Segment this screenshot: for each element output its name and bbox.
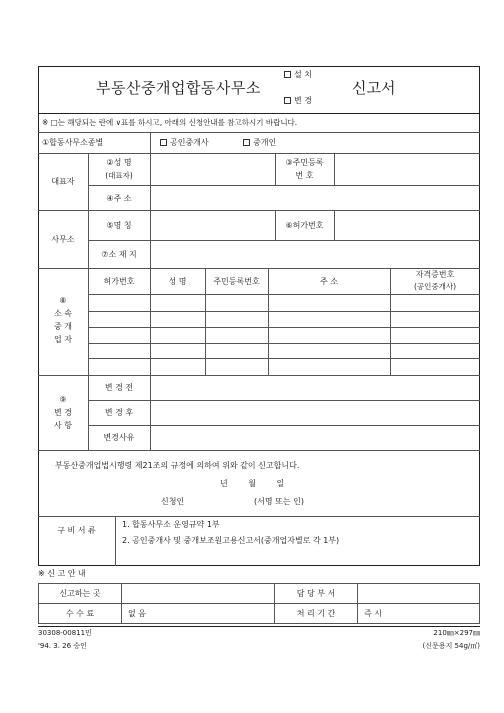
checkbox-licensed-agent[interactable] — [160, 139, 167, 146]
option-change[interactable]: 변 경 — [284, 97, 312, 105]
change-reason-label: 변경사유 — [103, 433, 135, 442]
approval-date: '94. 3. 26 승인 — [38, 642, 87, 650]
required-documents-label: 구 비 서 류 — [57, 526, 96, 535]
divider — [38, 153, 480, 154]
divider — [38, 375, 480, 376]
paper-type: (신문용지 54g/㎡) — [422, 642, 480, 650]
paper-size: 210㎜×297㎜ — [433, 629, 480, 637]
section-representative: 대표자 — [51, 177, 75, 186]
form-title: 부동산중개업합동사무소 — [96, 79, 261, 97]
submit-place-value — [122, 584, 275, 604]
change-after-label: 변 경 후 — [104, 408, 134, 417]
instruction-note: ※ □는 해당되는 란에 ∨표를 하시고, 아래의 신청안내를 참고하시기 바랍니다. — [42, 118, 298, 127]
processing-period-value: 즉 시 — [358, 604, 480, 624]
section-office: 사무소 — [51, 235, 75, 244]
divider — [115, 516, 116, 566]
section-members: ⑧ 소 속 중 개 업 자 — [54, 296, 72, 344]
required-document-1: 1. 합동사무소 운영규약 1부 — [122, 520, 220, 529]
divider — [150, 240, 151, 268]
required-document-2: 2. 공인중개사 및 중개보조원고용신고서(중개업자별로 각 1부) — [122, 536, 340, 545]
divider — [275, 153, 276, 185]
department-value — [358, 584, 480, 604]
header-qualification-sub: (공인중개사) — [413, 282, 457, 291]
divider — [88, 240, 480, 241]
divider — [150, 153, 151, 185]
divider — [88, 311, 480, 312]
form-code: 30308-00811민 — [38, 629, 92, 637]
declaration-text: 부동산중개업법시행령 제21조의 규정에 의하여 위와 같이 신고합니다. — [55, 461, 300, 470]
name-sublabel: (대표자) — [105, 171, 133, 180]
divider — [334, 153, 335, 185]
divider — [88, 294, 480, 295]
office-location-label: ⑦소 재 지 — [101, 250, 137, 259]
header-license-number: 허가번호 — [103, 277, 135, 286]
divider — [150, 185, 151, 210]
divider — [38, 113, 480, 114]
section-change: ⑨ 변 경 사 항 — [54, 395, 72, 430]
fee-value: 없 음 — [122, 604, 275, 624]
guide-heading: ※ 신 고 안 내 — [38, 569, 86, 578]
form-title-suffix: 신고서 — [352, 79, 396, 97]
applicant-label: 신청인 — [161, 497, 185, 506]
divider — [150, 132, 151, 153]
divider — [88, 343, 480, 344]
fee-label: 수 수 료 — [39, 604, 122, 624]
address-label: ④주 소 — [106, 194, 132, 203]
divider — [150, 210, 151, 240]
signature-note: (서명 또는 인) — [254, 497, 304, 506]
divider — [88, 425, 480, 426]
submit-place-label: 신고하는 곳 — [39, 584, 122, 604]
checkbox-broker[interactable] — [243, 139, 250, 146]
divider — [334, 210, 335, 240]
office-type-label: ①합동사무소종별 — [42, 138, 104, 147]
divider — [88, 358, 480, 359]
divider — [88, 185, 480, 186]
header-name: 성 명 — [168, 277, 187, 286]
header-address: 주 소 — [320, 277, 338, 286]
resident-id-sublabel: 번 호 — [295, 171, 314, 180]
divider — [150, 375, 151, 450]
divider — [38, 516, 480, 517]
header-resident-id: 주민등록번호 — [213, 277, 260, 286]
divider — [38, 132, 480, 133]
name-label: ②성 명 — [106, 158, 132, 167]
header-qualification: 자격증번호 — [415, 270, 455, 279]
guide-table — [38, 583, 480, 624]
divider — [38, 210, 480, 211]
office-name-label: ⑤명 칭 — [106, 221, 132, 230]
resident-id-label: ③주민등록 — [285, 158, 324, 167]
footer-divider — [38, 626, 480, 627]
processing-period-label: 처 리 기 간 — [275, 604, 358, 624]
divider — [88, 400, 480, 401]
change-before-label: 변 경 전 — [104, 383, 134, 392]
department-label: 담 당 부 서 — [275, 584, 358, 604]
option-broker[interactable]: 중개인 — [243, 139, 276, 147]
divider — [88, 327, 480, 328]
option-install[interactable]: 설 치 — [284, 71, 312, 79]
divider — [38, 450, 480, 451]
license-number-label: ⑥허가번호 — [285, 221, 324, 230]
option-licensed-agent[interactable]: 공인중개사 — [160, 139, 209, 147]
declaration-date: 년 월 일 — [220, 479, 285, 488]
divider — [38, 268, 480, 269]
